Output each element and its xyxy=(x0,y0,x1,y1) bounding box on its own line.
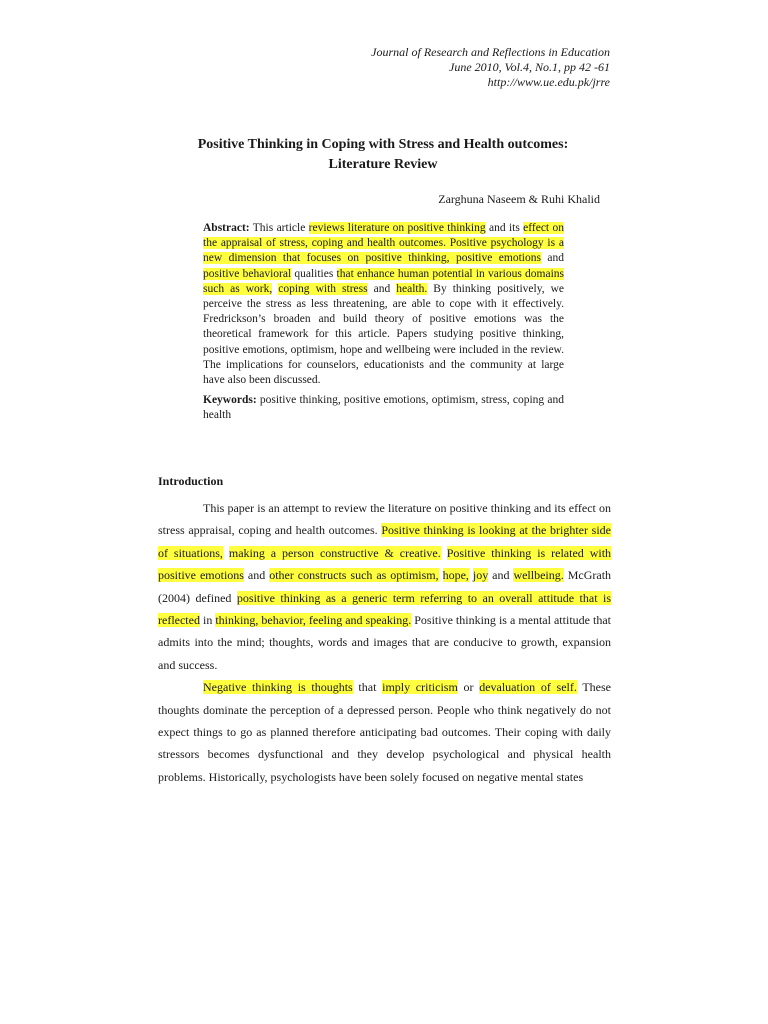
highlighted-text: imply criticism xyxy=(382,680,458,695)
abstract-paragraph xyxy=(203,221,564,388)
highlighted-text: positive thinking as a generic term referring to an overall attitude that is reflected xyxy=(158,590,611,628)
abstract-text: qualities xyxy=(291,267,337,280)
keywords-paragraph xyxy=(203,393,564,423)
intro-paragraph-1 xyxy=(158,497,611,676)
highlighted-text: Positive thinking is looking at the brighter side of situations, xyxy=(158,523,611,560)
body-text xyxy=(223,546,229,560)
title-line-1: Positive Thinking in Coping with Stress and Health outcomes: xyxy=(197,137,569,152)
introduction-heading: Introduction xyxy=(158,474,224,488)
highlighted-text: other constructs such as optimism, xyxy=(269,568,439,583)
highlighted-text: thinking, behavior, feeling and speaking. xyxy=(215,613,412,628)
title-line-2: Literature Review xyxy=(328,157,438,172)
paper-title xyxy=(150,135,616,175)
abstract-text: and its xyxy=(485,222,524,234)
highlighted-text: joy xyxy=(472,568,489,583)
body-text: and xyxy=(488,568,514,583)
intro-paragraph-2 xyxy=(158,676,611,788)
journal-url[interactable]: http://www.ue.edu.pk/jrre xyxy=(487,75,610,89)
body-text: in xyxy=(199,613,216,628)
journal-header xyxy=(371,45,610,90)
highlighted-text: health. xyxy=(396,282,428,295)
highlighted-text: hope, xyxy=(442,568,469,583)
abstract-text: and xyxy=(540,252,565,265)
keywords-text: positive thinking, positive emotions, optimism, stress, coping and health xyxy=(203,394,564,422)
highlighted-text: effect on the appraisal of stress, coping and health outcomes. Positive psychology is a new dimension that focuses on positive thinking, positive emotions xyxy=(203,222,564,265)
highlighted-text: that enhance human potential in various domains such as work, xyxy=(203,267,565,295)
body-text: These thoughts dominate the perception of a depressed person. People who think negatively do not expect things to go as planned therefore anticipating bad outcomes. Their coping with daily stressors becomes dysfunctional and they develop psychological and physical health problems. Historically, psychologists have been solely focused on negative mental states xyxy=(158,680,612,784)
introduction-section xyxy=(158,472,611,788)
body-text: that xyxy=(352,680,383,695)
highlighted-text: Negative thinking is thoughts xyxy=(203,680,353,695)
body-text: Positive thinking is a mental attitude that admits into the mind; thoughts, words and images that are conducive to growth, expansion and success. xyxy=(158,613,611,672)
body-text: or xyxy=(457,680,480,695)
highlighted-text: reviews literature on positive thinking xyxy=(308,222,486,234)
highlighted-text: positive behavioral xyxy=(203,267,292,280)
journal-issue: June 2010, Vol.4, No.1, pp 42 -61 xyxy=(449,60,610,74)
highlighted-text: devaluation of self. xyxy=(479,680,577,695)
abstract-text: and xyxy=(367,282,397,295)
abstract-label: Abstract: xyxy=(203,222,250,234)
body-text: This paper is an attempt to review the literature on positive thinking and its effect on stress appraisal, coping and health outcomes. xyxy=(158,501,611,538)
keywords-label: Keywords: xyxy=(203,394,257,407)
body-text: McGrath (2004) defined xyxy=(158,568,612,605)
highlighted-text: wellbeing. xyxy=(513,568,564,583)
abstract-text: This article xyxy=(249,222,309,234)
journal-name: Journal of Research and Reflections in Education xyxy=(371,45,610,59)
authors: Zarghuna Naseem & Ruhi Khalid xyxy=(438,192,600,206)
highlighted-text: Positive thinking is related with positive emotions xyxy=(158,545,612,583)
abstract-section xyxy=(203,221,564,424)
highlighted-text: making a person constructive & creative. xyxy=(228,545,441,560)
abstract-text: By thinking positively, we perceive the stress as less threatening, are able to cope with it effectively. Fredrickson’s broaden and build theory of positive emotions was the theoretical framework for this article. Papers studying positive thinking, positive emotions, optimism, hope and wellbeing were included in the review. The implications for counselors, educationists and the community at large have also been discussed. xyxy=(203,282,564,387)
body-text xyxy=(439,568,443,582)
body-text: and xyxy=(243,568,270,583)
highlighted-text: coping with stress xyxy=(278,282,368,295)
body-text xyxy=(441,546,447,560)
